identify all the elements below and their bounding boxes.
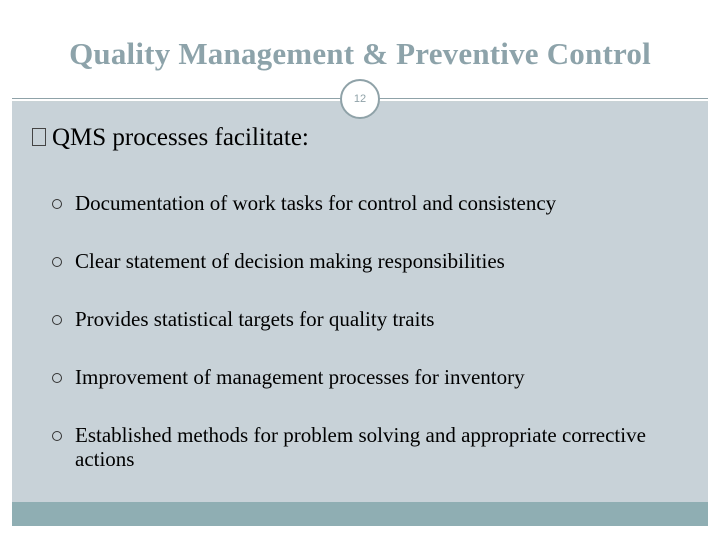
bullet-item — [52, 249, 682, 273]
bullet-text: Provides statistical targets for quality traits — [75, 307, 435, 331]
circle-bullet-icon — [52, 315, 62, 325]
footer-bar — [12, 502, 708, 526]
bullet-text: Clear statement of decision making responsibilities — [75, 249, 505, 273]
section-heading — [32, 124, 309, 152]
bullet-item — [52, 307, 682, 331]
circle-bullet-icon — [52, 431, 62, 441]
page-number: 12 — [353, 93, 367, 105]
bullet-text: Established methods for problem solving and appropriate corrective actions — [75, 423, 646, 471]
slide-title: Quality Management & Preventive Control — [69, 36, 651, 71]
bullet-item — [52, 191, 682, 215]
bullet-text: Improvement of management processes for inventory — [75, 365, 525, 389]
bullet-item — [52, 365, 682, 389]
circle-bullet-icon — [52, 199, 62, 209]
bullet-item — [52, 423, 682, 471]
square-bullet-icon — [32, 128, 46, 146]
bullet-list — [52, 191, 682, 471]
heading-text: QMS processes facilitate: — [52, 124, 309, 151]
bullet-text: Documentation of work tasks for control and consistency — [75, 191, 557, 215]
page-number-badge — [340, 79, 380, 119]
circle-bullet-icon — [52, 373, 62, 383]
circle-bullet-icon — [52, 257, 62, 267]
